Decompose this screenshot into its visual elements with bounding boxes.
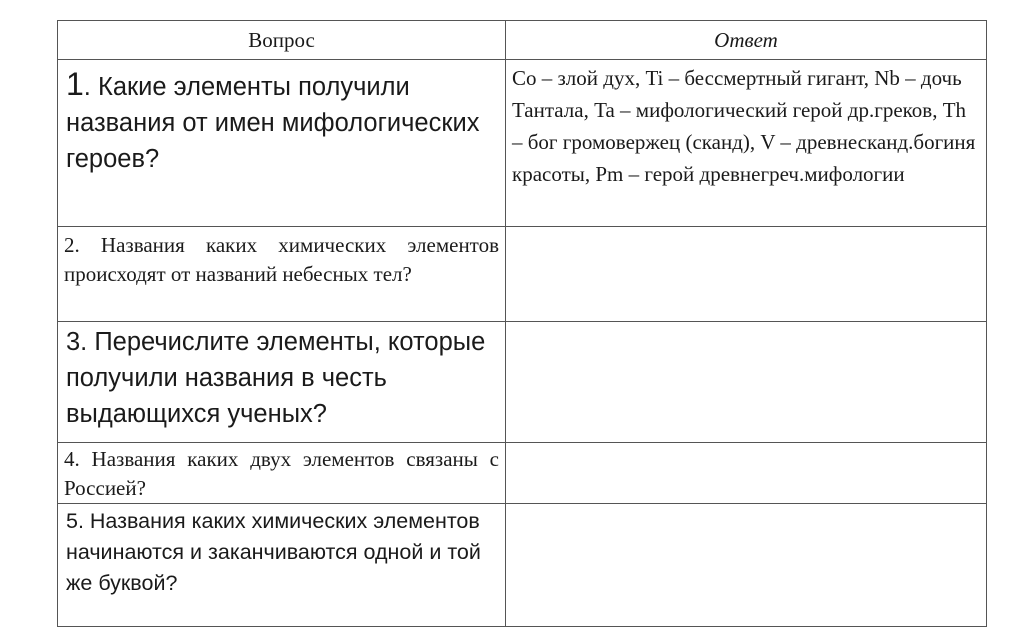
- qa-table: [57, 20, 987, 627]
- table-row: [58, 227, 987, 322]
- header-answer: Ответ: [506, 21, 987, 60]
- question-cell-2: 2. Названия каких химических элементов происходят от названий небесных тел?: [58, 227, 506, 322]
- table-header-row: [58, 21, 987, 60]
- table-row: [58, 443, 987, 504]
- question-number-1: 1: [66, 66, 84, 102]
- question-cell-5: 5. Названия каких химических элементов начинаются и заканчиваются одной и той же буквой?: [58, 504, 506, 627]
- answer-cell-1: Co – злой дух, Ti – бессмертный гигант, Nb – дочь Тантала, Ta – мифологический герой др.греков, Th – бог громовержец (сканд), V – древнесканд.богиня красоты, Pm – герой древнегреч.мифологии: [506, 60, 987, 227]
- table-row: [58, 504, 987, 627]
- question-cell-3: 3. Перечислите элементы, которые получили названия в честь выдающихся ученых?: [58, 322, 506, 443]
- answer-cell-3: [506, 322, 987, 443]
- question-text-1: . Какие элементы получили названия от имен мифологических героев?: [66, 73, 480, 173]
- answer-cell-2: [506, 227, 987, 322]
- header-question: Вопрос: [58, 21, 506, 60]
- table-row: [58, 60, 987, 227]
- question-cell-1: [58, 60, 506, 227]
- table-row: [58, 322, 987, 443]
- question-cell-4: 4. Названия каких двух элементов связаны с Россией?: [58, 443, 506, 504]
- answer-cell-4: [506, 443, 987, 504]
- answer-cell-5: [506, 504, 987, 627]
